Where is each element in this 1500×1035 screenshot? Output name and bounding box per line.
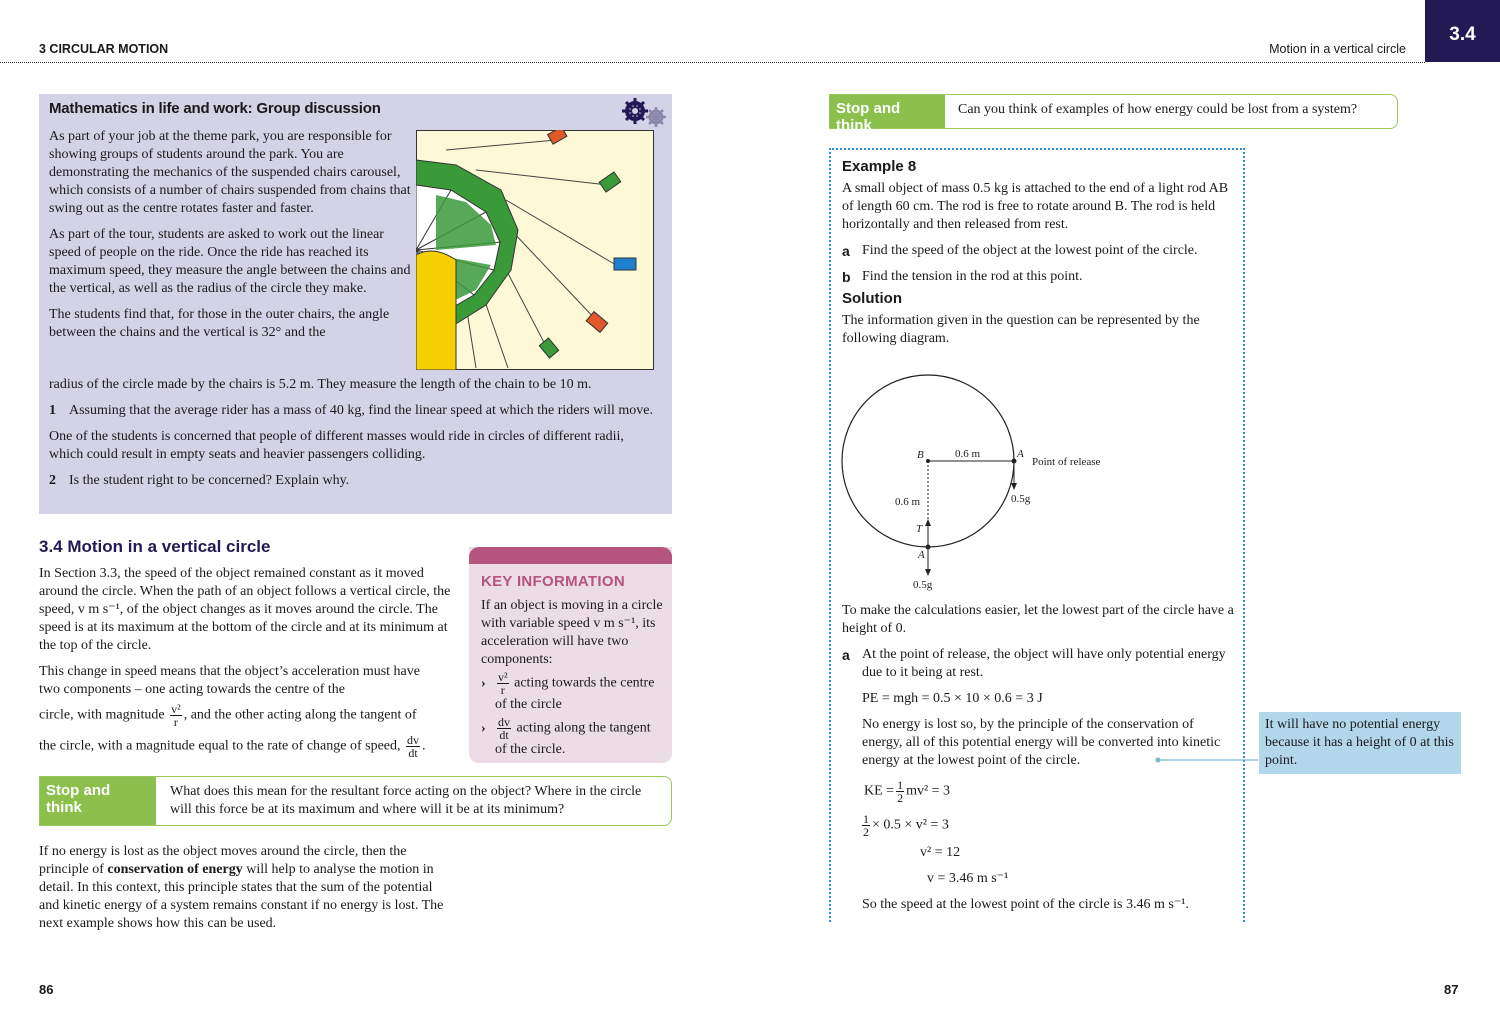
bullet-icon: › (481, 676, 486, 691)
dv-dt-fraction (497, 716, 511, 741)
label-rod-length-vertical: 0.6 m (895, 496, 921, 508)
frac-num: 1 (863, 812, 869, 826)
arrowhead (925, 569, 931, 576)
key-information-title: KEY INFORMATION (481, 573, 625, 590)
stop-and-think-label-2: Stop and think (830, 95, 945, 128)
question-1-number: 1 (49, 403, 56, 418)
part-b-text: Find the tension in the rod at this point. (862, 269, 1083, 284)
conservation-of-energy-term: conservation of energy (107, 862, 243, 877)
stop-and-think-box-1 (39, 776, 672, 826)
example-title: Example 8 (842, 158, 917, 175)
v2-over-r-fraction (497, 671, 509, 696)
stop-and-think-text-2: Can you think of examples of how energy could be lost from a system? (958, 102, 1358, 117)
section-para-2c-text: , and the other acting along the tangent of (183, 707, 417, 723)
half-fraction (896, 779, 904, 804)
frac-num: v² (171, 702, 181, 716)
solution-part-a-key: a (842, 647, 850, 663)
frac-num: 1 (897, 778, 904, 792)
example-content (842, 158, 1234, 356)
arrowhead (925, 519, 931, 526)
section-para-1: In Section 3.3, the speed of the object remained constant as it moved around the circle. When the path of an object follows a vertical circle, the speed, v m s⁻¹, of the object changes as it moves around the circle. The speed is at its maximum at the bottom of the circle and at its minimum at the top of the circle. (39, 566, 451, 653)
example-part-b (842, 268, 1234, 286)
solution-para-energy: No energy is lost so, by the principle of the conservation of energy, all of this potential energy will be converted into kinetic energy at the lowest point of the circle. (862, 717, 1221, 768)
section-para-2d-text: the circle, with a magnitude equal to the rate of change of speed, (39, 738, 401, 754)
section-title: 3.4 Motion in a vertical circle (39, 537, 271, 556)
discussion-para-1: As part of your job at the theme park, you are responsible for showing groups of students around the park. You are demonstrating the mechanics of the suspended chairs carousel, which consists of a number of chairs suspended from chains that swing out as the centre rotates faster and faster. (49, 129, 411, 216)
example-intro: A small object of mass 0.5 kg is attached to the end of a light rod AB of length 60 cm. The rod is free to rotate around B. The rod is held horizontally and then released from rest. (842, 181, 1229, 232)
conclusion: So the speed at the lowest point of the circle is 3.46 m s⁻¹. (862, 897, 1189, 912)
frac-den: dt (499, 728, 509, 742)
v2-over-r-fraction (170, 703, 182, 728)
part-a-key: a (842, 243, 850, 259)
discussion-para-3a: The students find that, for those in the outer chairs, the angle between the chains and the vertical is 32° and the (49, 307, 390, 340)
section-para-3-post: will help to analyse the motion in detail. In this context, this principle states that the sum of the potential and kinetic energy of a system remains constant if no energy is lost. The next example shows how this can be used. (39, 862, 444, 931)
stop-and-think-label-1: Stop and think (40, 777, 156, 825)
label-a-bottom: A (918, 549, 925, 561)
key-info-bullet-2-text: acting along the tangent of the circle. (495, 720, 651, 757)
example-part-a (842, 242, 1234, 260)
frac-num: dv (498, 715, 510, 729)
key-information-text: If an object is moving in a circle with variable speed v m s⁻¹, its acceleration will have two components: (481, 598, 663, 667)
page-number-left: 86 (39, 982, 54, 997)
section-para-2d: the circle, with a magnitude equal to the rate of change of speed, $\frac{dv}{dt}$ . (39, 733, 426, 760)
point-b (926, 459, 930, 463)
ke-equation-2 (860, 813, 949, 838)
solution-part-a-text: At the point of release, the object will have only potential energy due to it being at rest. (862, 647, 1226, 680)
section-para-3-pre: If no energy is lost as the object moves around the circle, then the principle of (39, 844, 407, 877)
frac-den: 2 (897, 791, 904, 805)
bullet-icon: › (481, 721, 486, 736)
question-1 (49, 402, 659, 420)
label-b: B (917, 449, 924, 461)
chapter-header: 3 CIRCULAR MOTION (39, 42, 169, 56)
v-squared-equation: v² = 12 (920, 845, 961, 860)
frac-den: 2 (863, 825, 869, 839)
discussion-para-3b: radius of the circle made by the chairs is 5.2 m. They measure the length of the chain to be 10 m. (49, 377, 592, 392)
solution-title: Solution (842, 290, 902, 307)
discussion-para-4: One of the students is concerned that people of different masses would ride in circles of different radii, which could result in empty seats and heavier passengers colliding. (49, 429, 624, 462)
solution-part-a (842, 646, 1234, 682)
solution-para-2: To make the calculations easier, let the lowest part of the circle have a height of 0. (842, 603, 1234, 636)
page-number-right: 87 (1444, 982, 1459, 997)
section-tab: 3.4 (1425, 0, 1500, 62)
question-2 (49, 472, 659, 490)
half-fraction (862, 813, 870, 838)
gears-icon (621, 97, 669, 129)
discussion-para-2: As part of the tour, students are asked to work out the linear speed of people on the ride. Once the ride has reached its maximum speed, they measure the angle between the chains and the vertical, as well as the radius of the circle they make. (49, 227, 411, 296)
ke-pre: KE = (864, 783, 895, 799)
label-a-top: A (1017, 448, 1024, 460)
question-2-number: 2 (49, 473, 56, 488)
key-information-box (469, 547, 672, 763)
label-weight-2: 0.5g (913, 579, 933, 591)
ke-equation (864, 779, 950, 804)
part-b-key: b (842, 269, 851, 285)
section-para-2b-text: circle, with magnitude (39, 707, 165, 723)
key-info-bullet-1-text: acting towards the centre of the circle (495, 675, 655, 712)
part-a-text: Find the speed of the object at the lowest point of the circle. (862, 243, 1198, 258)
header-rule (0, 62, 1425, 63)
question-2-text: Is the student right to be concerned? Explain why. (69, 473, 350, 488)
frac-num: v² (498, 670, 508, 684)
key-info-bullet-1 (481, 671, 663, 714)
solution-intro: The information given in the question can be represented by the following diagram. (842, 313, 1200, 346)
question-1-text: Assuming that the average rider has a mass of 40 kg, find the linear speed at which the riders will move. (69, 403, 653, 418)
ke-post: mv² = 3 (906, 783, 951, 799)
group-discussion-title: Mathematics in life and work: Group discussion (49, 100, 381, 117)
note-connector (1150, 752, 1262, 768)
frac-den: dt (408, 746, 418, 760)
ke2-post: × 0.5 × v² = 3 (872, 817, 949, 833)
group-discussion-box (39, 94, 672, 514)
label-weight-1: 0.5g (1011, 493, 1031, 505)
section-para-2b (39, 703, 451, 728)
section-header: Motion in a vertical circle (1269, 42, 1406, 56)
vertical-circle-diagram (836, 370, 1136, 595)
stop-and-think-box-2 (829, 94, 1398, 134)
label-t: T (916, 523, 923, 535)
pe-equation: PE = mgh = 0.5 × 10 × 0.6 = 3 J (862, 691, 1043, 706)
key-information-bar (469, 547, 672, 564)
v-equation: v = 3.46 m s⁻¹ (927, 871, 1009, 886)
arrowhead (1011, 483, 1017, 490)
carousel-illustration (416, 130, 654, 370)
dv-dt-fraction (406, 734, 420, 759)
frac-den: r (173, 715, 178, 729)
section-para-2a: This change in speed means that the object’s acceleration must have two components – one acting towards the centre of the (39, 664, 420, 697)
label-point-of-release: Point of release (1032, 456, 1101, 468)
margin-note: It will have no potential energy because it has a height of 0 at this point. (1259, 712, 1461, 774)
key-info-bullet-2 (481, 716, 663, 759)
frac-den: r (500, 683, 505, 697)
stop-and-think-text-1: What does this mean for the resultant force acting on the object? Where in the circle will this force be at its maximum and where will it be at its minimum? (170, 784, 642, 817)
section-para-3 (39, 843, 451, 933)
label-rod-length: 0.6 m (955, 448, 981, 460)
frac-num: dv (407, 733, 420, 747)
